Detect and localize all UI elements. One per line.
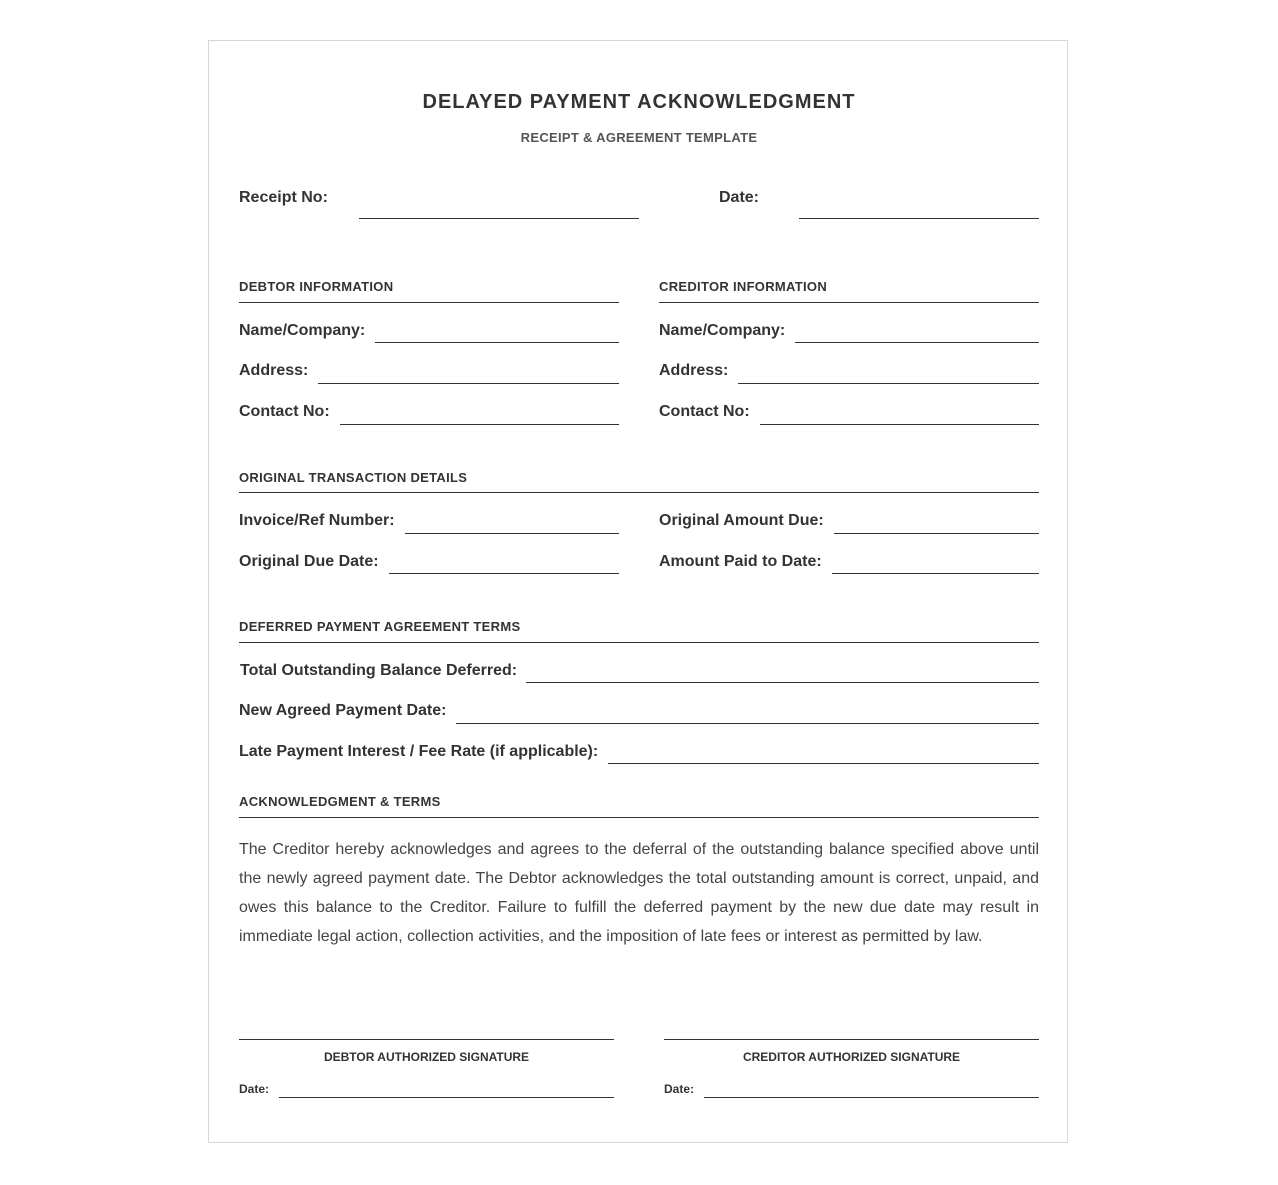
original-amount-field[interactable] — [834, 533, 1039, 534]
debtor-contact-field[interactable] — [340, 424, 619, 425]
amount-paid-label: Amount Paid to Date: — [659, 553, 822, 570]
creditor-address-label: Address: — [659, 362, 729, 379]
acknowledgment-section-heading: ACKNOWLEDGMENT & TERMS — [239, 794, 441, 809]
amount-paid-field[interactable] — [832, 573, 1039, 574]
debtor-signature-field[interactable] — [239, 1039, 614, 1040]
debtor-contact-label: Contact No: — [239, 403, 330, 420]
receipt-no-field[interactable] — [359, 218, 639, 219]
new-payment-date-label: New Agreed Payment Date: — [239, 702, 447, 719]
creditor-signature-date-label: Date: — [664, 1082, 695, 1096]
debtor-name-field[interactable] — [375, 342, 619, 343]
creditor-name-field[interactable] — [795, 342, 1039, 343]
new-payment-date-field[interactable] — [456, 723, 1039, 724]
debtor-name-label: Name/Company: — [239, 322, 366, 339]
acknowledgment-section-rule — [239, 817, 1039, 818]
creditor-signature-caption: CREDITOR AUTHORIZED SIGNATURE — [742, 1050, 961, 1064]
debtor-section-rule — [239, 302, 619, 303]
date-field[interactable] — [799, 218, 1039, 219]
transaction-section-heading: ORIGINAL TRANSACTION DETAILS — [239, 470, 468, 485]
creditor-section-rule — [659, 302, 1039, 303]
debtor-signature-date-field[interactable] — [279, 1097, 614, 1098]
invoice-ref-label: Invoice/Ref Number: — [239, 512, 395, 529]
original-amount-label: Original Amount Due: — [659, 512, 824, 529]
debtor-signature-date-label: Date: — [239, 1082, 270, 1096]
debtor-signature-caption: DEBTOR AUTHORIZED SIGNATURE — [323, 1050, 530, 1064]
interest-rate-field[interactable] — [608, 763, 1039, 764]
creditor-contact-label: Contact No: — [659, 403, 750, 420]
terms-section-rule — [239, 642, 1039, 643]
document-title: DELAYED PAYMENT ACKNOWLEDGMENT — [422, 91, 856, 113]
debtor-address-field[interactable] — [318, 383, 619, 384]
interest-rate-label: Late Payment Interest / Fee Rate (if applicable): — [239, 743, 599, 760]
terms-section-heading: DEFERRED PAYMENT AGREEMENT TERMS — [239, 619, 521, 634]
deferred-balance-field[interactable] — [526, 682, 1039, 683]
debtor-section-heading: DEBTOR INFORMATION — [239, 279, 394, 294]
acknowledgment-text: The Creditor hereby acknowledges and agrees to the deferral of the outstanding balance specified above until the newly agreed payment date. The Debtor acknowledges the total outstanding amount is correct, unpaid, and owes this balance to the Creditor. Failure to fulfill the deferred payment by the new due date may result in immediate legal action, collection activities, and the imposition of late fees or interest as permitted by law. — [239, 841, 1039, 945]
creditor-signature-field[interactable] — [664, 1039, 1039, 1040]
creditor-contact-field[interactable] — [760, 424, 1039, 425]
debtor-address-label: Address: — [239, 362, 309, 379]
transaction-section-rule — [239, 492, 1039, 493]
document-page — [208, 40, 1068, 1143]
original-due-date-field[interactable] — [389, 573, 619, 574]
deferred-balance-label: Total Outstanding Balance Deferred: — [240, 662, 518, 679]
creditor-section-heading: CREDITOR INFORMATION — [659, 279, 828, 294]
date-label: Date: — [719, 189, 760, 206]
creditor-name-label: Name/Company: — [659, 322, 786, 339]
receipt-no-label: Receipt No: — [239, 189, 328, 206]
creditor-address-field[interactable] — [738, 383, 1039, 384]
creditor-signature-date-field[interactable] — [704, 1097, 1039, 1098]
original-due-date-label: Original Due Date: — [239, 553, 379, 570]
document-subtitle: RECEIPT & AGREEMENT TEMPLATE — [520, 130, 758, 145]
invoice-ref-field[interactable] — [405, 533, 619, 534]
